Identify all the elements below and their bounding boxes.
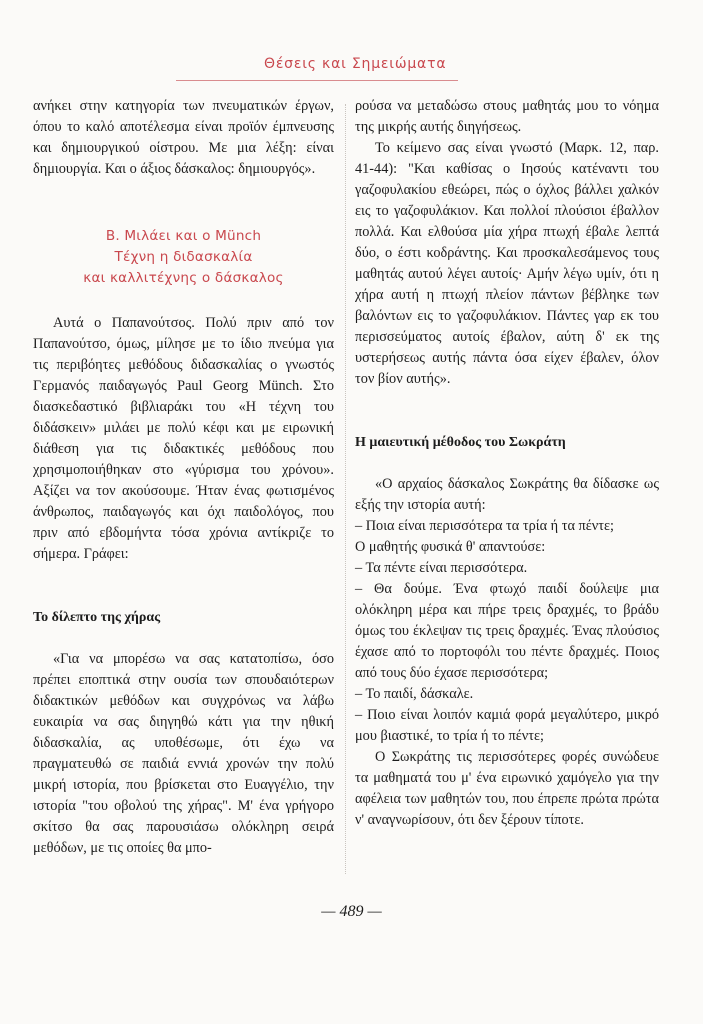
section-heading-line-2: Τέχνη η διδασκαλία [114,249,253,265]
section-heading-line-1: Β. Μιλάει και ο Münch [105,228,262,244]
left-paragraph-1: ανήκει στην κατηγορία των πνευματικών έργων, όπου το καλό αποτέλεσμα είναι προϊόν έμπνευσης και δημιουργικού οίστρου. Με μια λέξη: είναι δημιουργία. Και ο άξιος δάσκαλος: δημιουργός». [33,98,334,177]
right-column [355,96,659,831]
dialogue-line-1: – Ποια είναι περισσότερα τα τρία ή τα πέντε; [355,518,614,534]
spacer [33,289,334,313]
right-paragraph-3: «Ο αρχαίος δάσκαλος Σωκράτης θα δίδασκε ως εξής την ιστορία αυτή: [355,476,659,513]
right-paragraph-1: ρούσα να μεταδώσω στους μαθητάς μου το νόημα της μικρής αυτής διηγήσεως. [355,98,659,135]
right-paragraph-4: Ο Σωκράτης τις περισσότερες φορές συνώδευε τα μαθηματά του μ' ένα ειρωνικό χαμόγελο για την αφέλεια των μαθητών του, που έπρεπε πρώτα πρώτα ν' αναγνωρίσουν, ότι δεν ξέρουν τίποτε. [355,749,659,828]
subheading-widow: Το δίλεπτο της χήρας [33,610,161,625]
dialogue-line-2: Ο μαθητής φυσικά θ' απαντούσε: [355,539,546,555]
column-divider [345,104,346,874]
left-paragraph-2: Αυτά ο Παπανούτσος. Πολύ πριν από τον Παπανούτσο, όμως, μίλησε με το ίδιο πνεύμα για τις περιβόητες μεθόδους διδασκαλίας ο γνωστός Γερμανός παιδαγωγός Paul Georg Münch. Στο διασκεδαστικό βιβλιαράκι του «Η τέχνη του διδάσκειν» μιλάει με πολύ κέφι και με ειρωνική διάθεση για τις διδακτικές μεθόδους που χρησιμοποιήθηκαν στο «γύρισμα του χρόνου». Αξίζει να τον ακούσουμε. Ήταν ένας φωτισμένος άνθρωπος, παιδαγωγός και όχι παιδολόγος, που πριν από εβδομήντα τόσα χρόνια αντίκριζε το σήμερα. Γράφει: [33,315,334,562]
subheading-socratic: Η μαιευτική μέθοδος του Σωκράτη [355,435,566,450]
running-title: Θέσεις και Σημειώματα [264,56,447,72]
dialogue-line-4: – Θα δούμε. Ένα φτωχό παιδί δούλεψε μια ολόκληρη μέρα και πήρε τρεις δραχμές, το βράδυ όμως του έκλεψαν τις τρεις δραχμές. Ένας πλούσιος έχασε από το πορτοφόλι του πέντε δραχμές. Ποιος από τους δύο έχασε περισσότερα; [355,581,659,681]
spacer [355,390,659,432]
page-number: — 489 — [321,903,382,920]
spacer [33,180,334,226]
spacer [33,565,334,607]
right-paragraph-2: Το κείμενο σας είναι γνωστό (Μαρκ. 12, παρ. 41-44): "Και καθίσας ο Ιησούς κατέναντι του γαζοφυλακίου εθεώρει, πώς ο όχλος βάλλει χαλκόν εις το γαζοφυλάκιον. Και πολλοί πλούσιοι έβαλλον πολλά. Και ελθούσα μία χήρα πτωχή έβαλε λεπτά δύο, ο έστι κοδράντης. Και προσκαλεσάμενος τους μαθητάς αυτού λέγει αυτοίς· Αμήν λέγω υμίν, ότι η χήρα αυτή η πτωχή πλείον πάντων βέβληκε των βαλόντων εις το γαζοφυλάκιον. Πάντες γαρ εκ του περισσεύματος αυτοίς έβαλον, αύτη δ' εκ της υστερήσεως αυτής πάντα όσα είχεν έβαλεν, όλον τον βίον αυτής». [355,140,659,387]
header-rule [176,80,458,81]
section-heading-line-3: και καλλιτέχνης ο δάσκαλος [83,270,284,286]
spacer [33,628,334,649]
dialogue-line-6: – Ποιο είναι λοιπόν καμιά φορά μεγαλύτερο, μικρό μου βιαστικέ, το τρία ή το πέντε; [355,707,659,744]
left-column [33,96,334,859]
left-paragraph-3: «Για να μπορέσω να σας κατατοπίσω, όσο πρέπει εποπτικά στην ουσία των σπουδαιότερων διδακτικών μεθόδων και συγχρόνως να λάβω ευκαιρία να σας διηγηθώ κάτι για την ηθική διδασκαλία, ας υποθέσωμε, ότι έχω να πραγματευθώ σε παιδιά εννιά χρονών την πολύ μικρή ιστορία, που βρίσκεται στο Ευαγγέλιο, την ιστορία "του οβολού της χήρας". Μ' ένα γρήγορο σκίτσο θα σας παρουσιάσω ολόκληρη σειρά μεθόδων, με τις οποίες θα μπο- [33,651,334,856]
dialogue-line-5: – Το παιδί, δάσκαλε. [355,686,474,702]
spacer [355,453,659,474]
dialogue-line-3: – Τα πέντε είναι περισσότερα. [355,560,528,576]
section-heading [33,226,334,289]
